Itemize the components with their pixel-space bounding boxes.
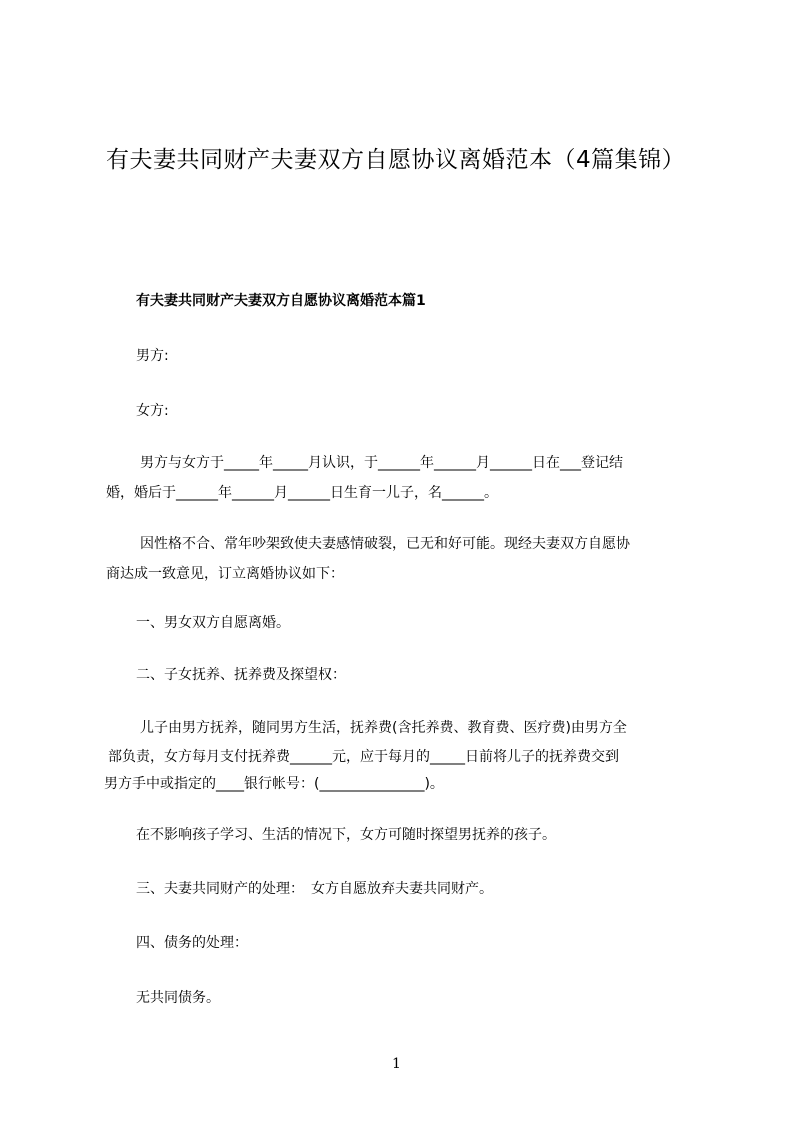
reason-paragraph-line-1: 因性格不合、常年吵架致使夫妻感情破裂，已无和好可能。现经夫妻双方自愿协 xyxy=(140,536,630,552)
male-party-label: 男方: xyxy=(136,348,169,364)
clause-1: 一、男女双方自愿离婚。 xyxy=(136,615,290,631)
page-number: 1 xyxy=(392,1056,401,1072)
clause-2: 二、子女抚养、抚养费及探望权： xyxy=(136,667,346,683)
document-title: 有夫妻共同财产夫妻双方自愿协议离婚范本（4篇集锦） xyxy=(106,147,686,173)
clause-4: 四、债务的处理： xyxy=(136,935,248,951)
child-paragraph-line-1: 儿子由男方抚养，随同男方生活，抚养费(含托养费、教育费、医疗费)由男方全 xyxy=(140,720,627,736)
child-paragraph-line-2: 部负责，女方每月支付抚养费______元，应于每月的_____日前将儿子的抚养费交到 xyxy=(108,749,619,765)
reason-paragraph-line-2: 商达成一致意见，订立离婚协议如下： xyxy=(106,566,344,582)
meeting-paragraph-line-2: 婚，婚后于______年______月______日生育一儿子，名______。 xyxy=(106,485,498,501)
section-heading: 有夫妻共同财产夫妻双方自愿协议离婚范本篇1 xyxy=(136,293,426,309)
meeting-paragraph-line-1: 男方与女方于_____年_____月认识，于______年______月______日在___登记结 xyxy=(140,455,623,471)
child-paragraph-line-3: 男方手中或指定的____银行帐号：(_______________)。 xyxy=(104,776,444,792)
visitation-paragraph: 在不影响孩子学习、生活的情况下，女方可随时探望男抚养的孩子。 xyxy=(136,827,556,843)
female-party-label: 女方: xyxy=(136,403,169,419)
no-debt-text: 无共同债务。 xyxy=(136,990,220,1006)
clause-3: 三、夫妻共同财产的处理： 女方自愿放弃夫妻共同财产。 xyxy=(136,881,493,897)
